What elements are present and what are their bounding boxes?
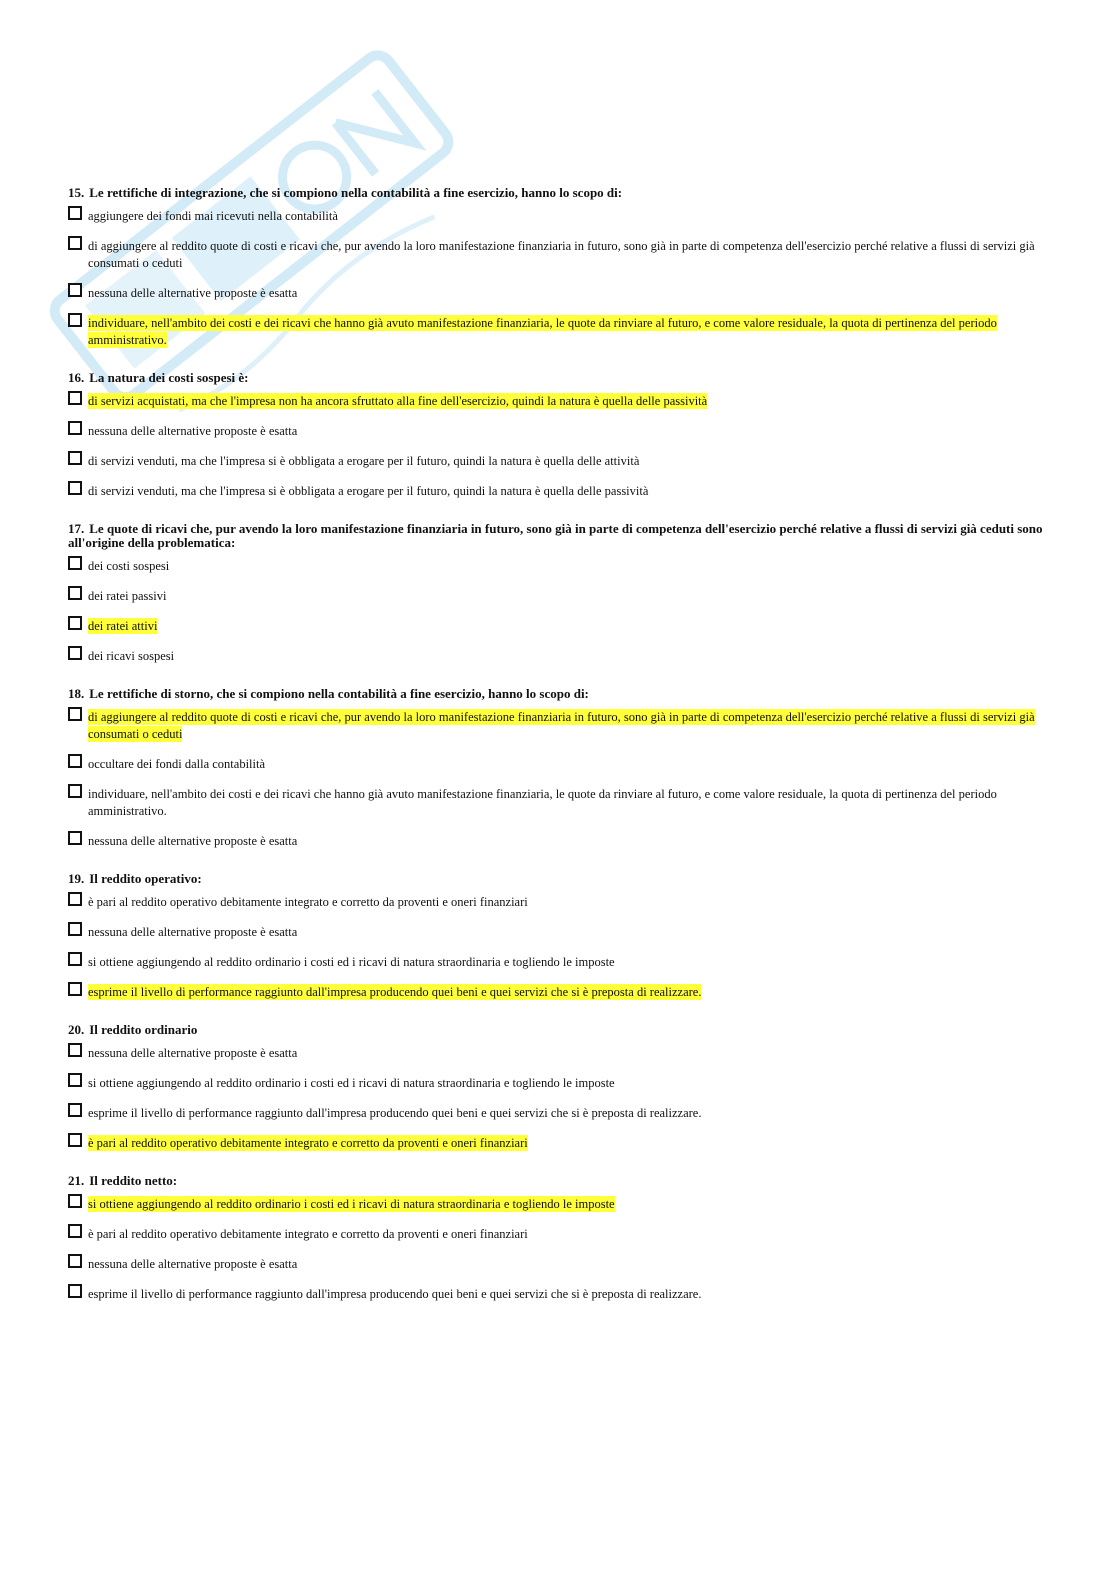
answer-text: nessuna delle alternative proposte è esatta bbox=[88, 424, 298, 438]
answer-text: di aggiungere al reddito quote di costi e ricavi che, pur avendo la loro manifestazione finanziaria in futuro, sono già in parte di competenza dell'esercizio perché relative a flussi di servizi già consumati o ceduti bbox=[88, 239, 1035, 270]
question bbox=[68, 1174, 1043, 1303]
answer-checkbox[interactable] bbox=[68, 952, 82, 966]
answer-option[interactable] bbox=[68, 483, 1043, 500]
answer-text: si ottiene aggiungendo al reddito ordinario i costi ed i ricavi di natura straordinaria e togliendo le imposte bbox=[88, 955, 615, 969]
question-number: 17. bbox=[68, 521, 85, 536]
answer-option[interactable] bbox=[68, 208, 1043, 225]
answer-option[interactable] bbox=[68, 786, 1043, 820]
answer-option[interactable] bbox=[68, 1196, 1043, 1213]
answer-options bbox=[68, 1196, 1043, 1303]
answer-option[interactable] bbox=[68, 1105, 1043, 1122]
answer-options bbox=[68, 709, 1043, 850]
answer-option[interactable] bbox=[68, 924, 1043, 941]
answer-option[interactable] bbox=[68, 1286, 1043, 1303]
answer-option[interactable] bbox=[68, 984, 1043, 1001]
answer-text: nessuna delle alternative proposte è esatta bbox=[88, 1257, 298, 1271]
question-title bbox=[68, 687, 1043, 701]
answer-option[interactable] bbox=[68, 453, 1043, 470]
question bbox=[68, 1023, 1043, 1152]
answer-checkbox[interactable] bbox=[68, 707, 82, 721]
answer-checkbox[interactable] bbox=[68, 556, 82, 570]
question-number: 15. bbox=[68, 185, 85, 200]
question-number: 18. bbox=[68, 686, 85, 701]
answer-option[interactable] bbox=[68, 393, 1043, 410]
answer-text: è pari al reddito operativo debitamente integrato e corretto da proventi e oneri finanziari bbox=[88, 895, 528, 909]
answer-option[interactable] bbox=[68, 423, 1043, 440]
answer-text: esprime il livello di performance raggiunto dall'impresa producendo quei beni e quei servizi che si è preposta di realizzare. bbox=[88, 1106, 702, 1120]
answer-text: individuare, nell'ambito dei costi e dei ricavi che hanno già avuto manifestazione finanziaria, le quote da rinviare al futuro, e come valore residuale, la quota di pertinenza del periodo amministrativo. bbox=[88, 787, 997, 818]
answer-checkbox[interactable] bbox=[68, 831, 82, 845]
answer-option[interactable] bbox=[68, 1226, 1043, 1243]
answer-checkbox[interactable] bbox=[68, 922, 82, 936]
question-title bbox=[68, 522, 1043, 550]
answer-text-highlighted: esprime il livello di performance raggiunto dall'impresa producendo quei beni e quei servizi che si è preposta di realizzare. bbox=[88, 985, 702, 999]
answer-checkbox[interactable] bbox=[68, 784, 82, 798]
answer-checkbox[interactable] bbox=[68, 1133, 82, 1147]
answer-option[interactable] bbox=[68, 1075, 1043, 1092]
question-text: Il reddito operativo: bbox=[89, 871, 202, 886]
question-title bbox=[68, 872, 1043, 886]
answer-text-highlighted: di servizi acquistati, ma che l'impresa non ha ancora sfruttato alla fine dell'esercizio, quindi la natura è quella delle passività bbox=[88, 394, 708, 408]
answer-option[interactable] bbox=[68, 954, 1043, 971]
answer-text-highlighted: si ottiene aggiungendo al reddito ordinario i costi ed i ricavi di natura straordinaria e togliendo le imposte bbox=[88, 1197, 615, 1211]
question-text: Le rettifiche di integrazione, che si compiono nella contabilità a fine esercizio, hanno lo scopo di: bbox=[89, 185, 623, 200]
answer-checkbox[interactable] bbox=[68, 754, 82, 768]
answer-text: di servizi venduti, ma che l'impresa si è obbligata a erogare per il futuro, quindi la natura è quella delle passività bbox=[88, 484, 649, 498]
answer-text: nessuna delle alternative proposte è esatta bbox=[88, 925, 298, 939]
answer-options bbox=[68, 208, 1043, 349]
answer-checkbox[interactable] bbox=[68, 1254, 82, 1268]
answer-checkbox[interactable] bbox=[68, 982, 82, 996]
answer-text: nessuna delle alternative proposte è esatta bbox=[88, 834, 298, 848]
answer-text: è pari al reddito operativo debitamente integrato e corretto da proventi e oneri finanziari bbox=[88, 1227, 528, 1241]
answer-checkbox[interactable] bbox=[68, 206, 82, 220]
question-title bbox=[68, 1023, 1043, 1037]
answer-option[interactable] bbox=[68, 1256, 1043, 1273]
question-text: Le quote di ricavi che, pur avendo la loro manifestazione finanziaria in futuro, sono già in parte di competenza dell'esercizio perché relative a flussi di servizi già ceduti sono all'origine della problematica: bbox=[68, 521, 1043, 550]
answer-options bbox=[68, 558, 1043, 665]
answer-text: dei ratei passivi bbox=[88, 589, 167, 603]
answer-option[interactable] bbox=[68, 833, 1043, 850]
question bbox=[68, 872, 1043, 1001]
question-number: 21. bbox=[68, 1173, 85, 1188]
answer-text-highlighted: è pari al reddito operativo debitamente integrato e corretto da proventi e oneri finanziari bbox=[88, 1136, 528, 1150]
answer-checkbox[interactable] bbox=[68, 616, 82, 630]
answer-option[interactable] bbox=[68, 238, 1043, 272]
answer-checkbox[interactable] bbox=[68, 1194, 82, 1208]
answer-text: aggiungere dei fondi mai ricevuti nella contabilità bbox=[88, 209, 338, 223]
answer-option[interactable] bbox=[68, 558, 1043, 575]
question bbox=[68, 687, 1043, 850]
question-list bbox=[68, 186, 1043, 1303]
answer-checkbox[interactable] bbox=[68, 892, 82, 906]
answer-checkbox[interactable] bbox=[68, 1073, 82, 1087]
answer-option[interactable] bbox=[68, 588, 1043, 605]
answer-text-highlighted: dei ratei attivi bbox=[88, 619, 158, 633]
answer-checkbox[interactable] bbox=[68, 586, 82, 600]
answer-checkbox[interactable] bbox=[68, 421, 82, 435]
question-text: Le rettifiche di storno, che si compiono nella contabilità a fine esercizio, hanno lo scopo di: bbox=[89, 686, 589, 701]
answer-text: esprime il livello di performance raggiunto dall'impresa producendo quei beni e quei servizi che si è preposta di realizzare. bbox=[88, 1287, 702, 1301]
answer-text: dei ricavi sospesi bbox=[88, 649, 175, 663]
answer-checkbox[interactable] bbox=[68, 1284, 82, 1298]
answer-text-highlighted: individuare, nell'ambito dei costi e dei ricavi che hanno già avuto manifestazione finanziaria, le quote da rinviare al futuro, e come valore residuale, la quota di pertinenza del periodo amministrativo. bbox=[88, 316, 997, 347]
answer-text: nessuna delle alternative proposte è esatta bbox=[88, 1046, 298, 1060]
answer-options bbox=[68, 393, 1043, 500]
answer-checkbox[interactable] bbox=[68, 1224, 82, 1238]
question-title bbox=[68, 371, 1043, 385]
answer-option[interactable] bbox=[68, 894, 1043, 911]
answer-text: di servizi venduti, ma che l'impresa si è obbligata a erogare per il futuro, quindi la natura è quella delle attività bbox=[88, 454, 640, 468]
answer-option[interactable] bbox=[68, 756, 1043, 773]
answer-option[interactable] bbox=[68, 618, 1043, 635]
answer-checkbox[interactable] bbox=[68, 1043, 82, 1057]
answer-option[interactable] bbox=[68, 1135, 1043, 1152]
question bbox=[68, 186, 1043, 349]
question bbox=[68, 371, 1043, 500]
answer-checkbox[interactable] bbox=[68, 391, 82, 405]
question-text: Il reddito netto: bbox=[89, 1173, 178, 1188]
answer-text: nessuna delle alternative proposte è esatta bbox=[88, 286, 298, 300]
answer-option[interactable] bbox=[68, 285, 1043, 302]
answer-checkbox[interactable] bbox=[68, 1103, 82, 1117]
answer-option[interactable] bbox=[68, 648, 1043, 665]
answer-checkbox[interactable] bbox=[68, 481, 82, 495]
answer-text: si ottiene aggiungendo al reddito ordinario i costi ed i ricavi di natura straordinaria e togliendo le imposte bbox=[88, 1076, 615, 1090]
question-number: 20. bbox=[68, 1022, 85, 1037]
answer-checkbox[interactable] bbox=[68, 236, 82, 250]
question-title bbox=[68, 1174, 1043, 1188]
answer-option[interactable] bbox=[68, 315, 1043, 349]
question-text: Il reddito ordinario bbox=[89, 1022, 198, 1037]
answer-options bbox=[68, 1045, 1043, 1152]
answer-text-highlighted: di aggiungere al reddito quote di costi e ricavi che, pur avendo la loro manifestazione finanziaria in futuro, sono già in parte di competenza dell'esercizio perché relative a flussi di servizi già consumati o ceduti bbox=[88, 710, 1035, 741]
answer-option[interactable] bbox=[68, 1045, 1043, 1062]
question-number: 16. bbox=[68, 370, 85, 385]
answer-checkbox[interactable] bbox=[68, 451, 82, 465]
answer-option[interactable] bbox=[68, 709, 1043, 743]
question bbox=[68, 522, 1043, 665]
question-title bbox=[68, 186, 1043, 200]
answer-text: dei costi sospesi bbox=[88, 559, 170, 573]
answer-options bbox=[68, 894, 1043, 1001]
question-number: 19. bbox=[68, 871, 85, 886]
question-text: La natura dei costi sospesi è: bbox=[89, 370, 249, 385]
answer-text: occultare dei fondi dalla contabilità bbox=[88, 757, 266, 771]
answer-checkbox[interactable] bbox=[68, 313, 82, 327]
answer-checkbox[interactable] bbox=[68, 283, 82, 297]
answer-checkbox[interactable] bbox=[68, 646, 82, 660]
